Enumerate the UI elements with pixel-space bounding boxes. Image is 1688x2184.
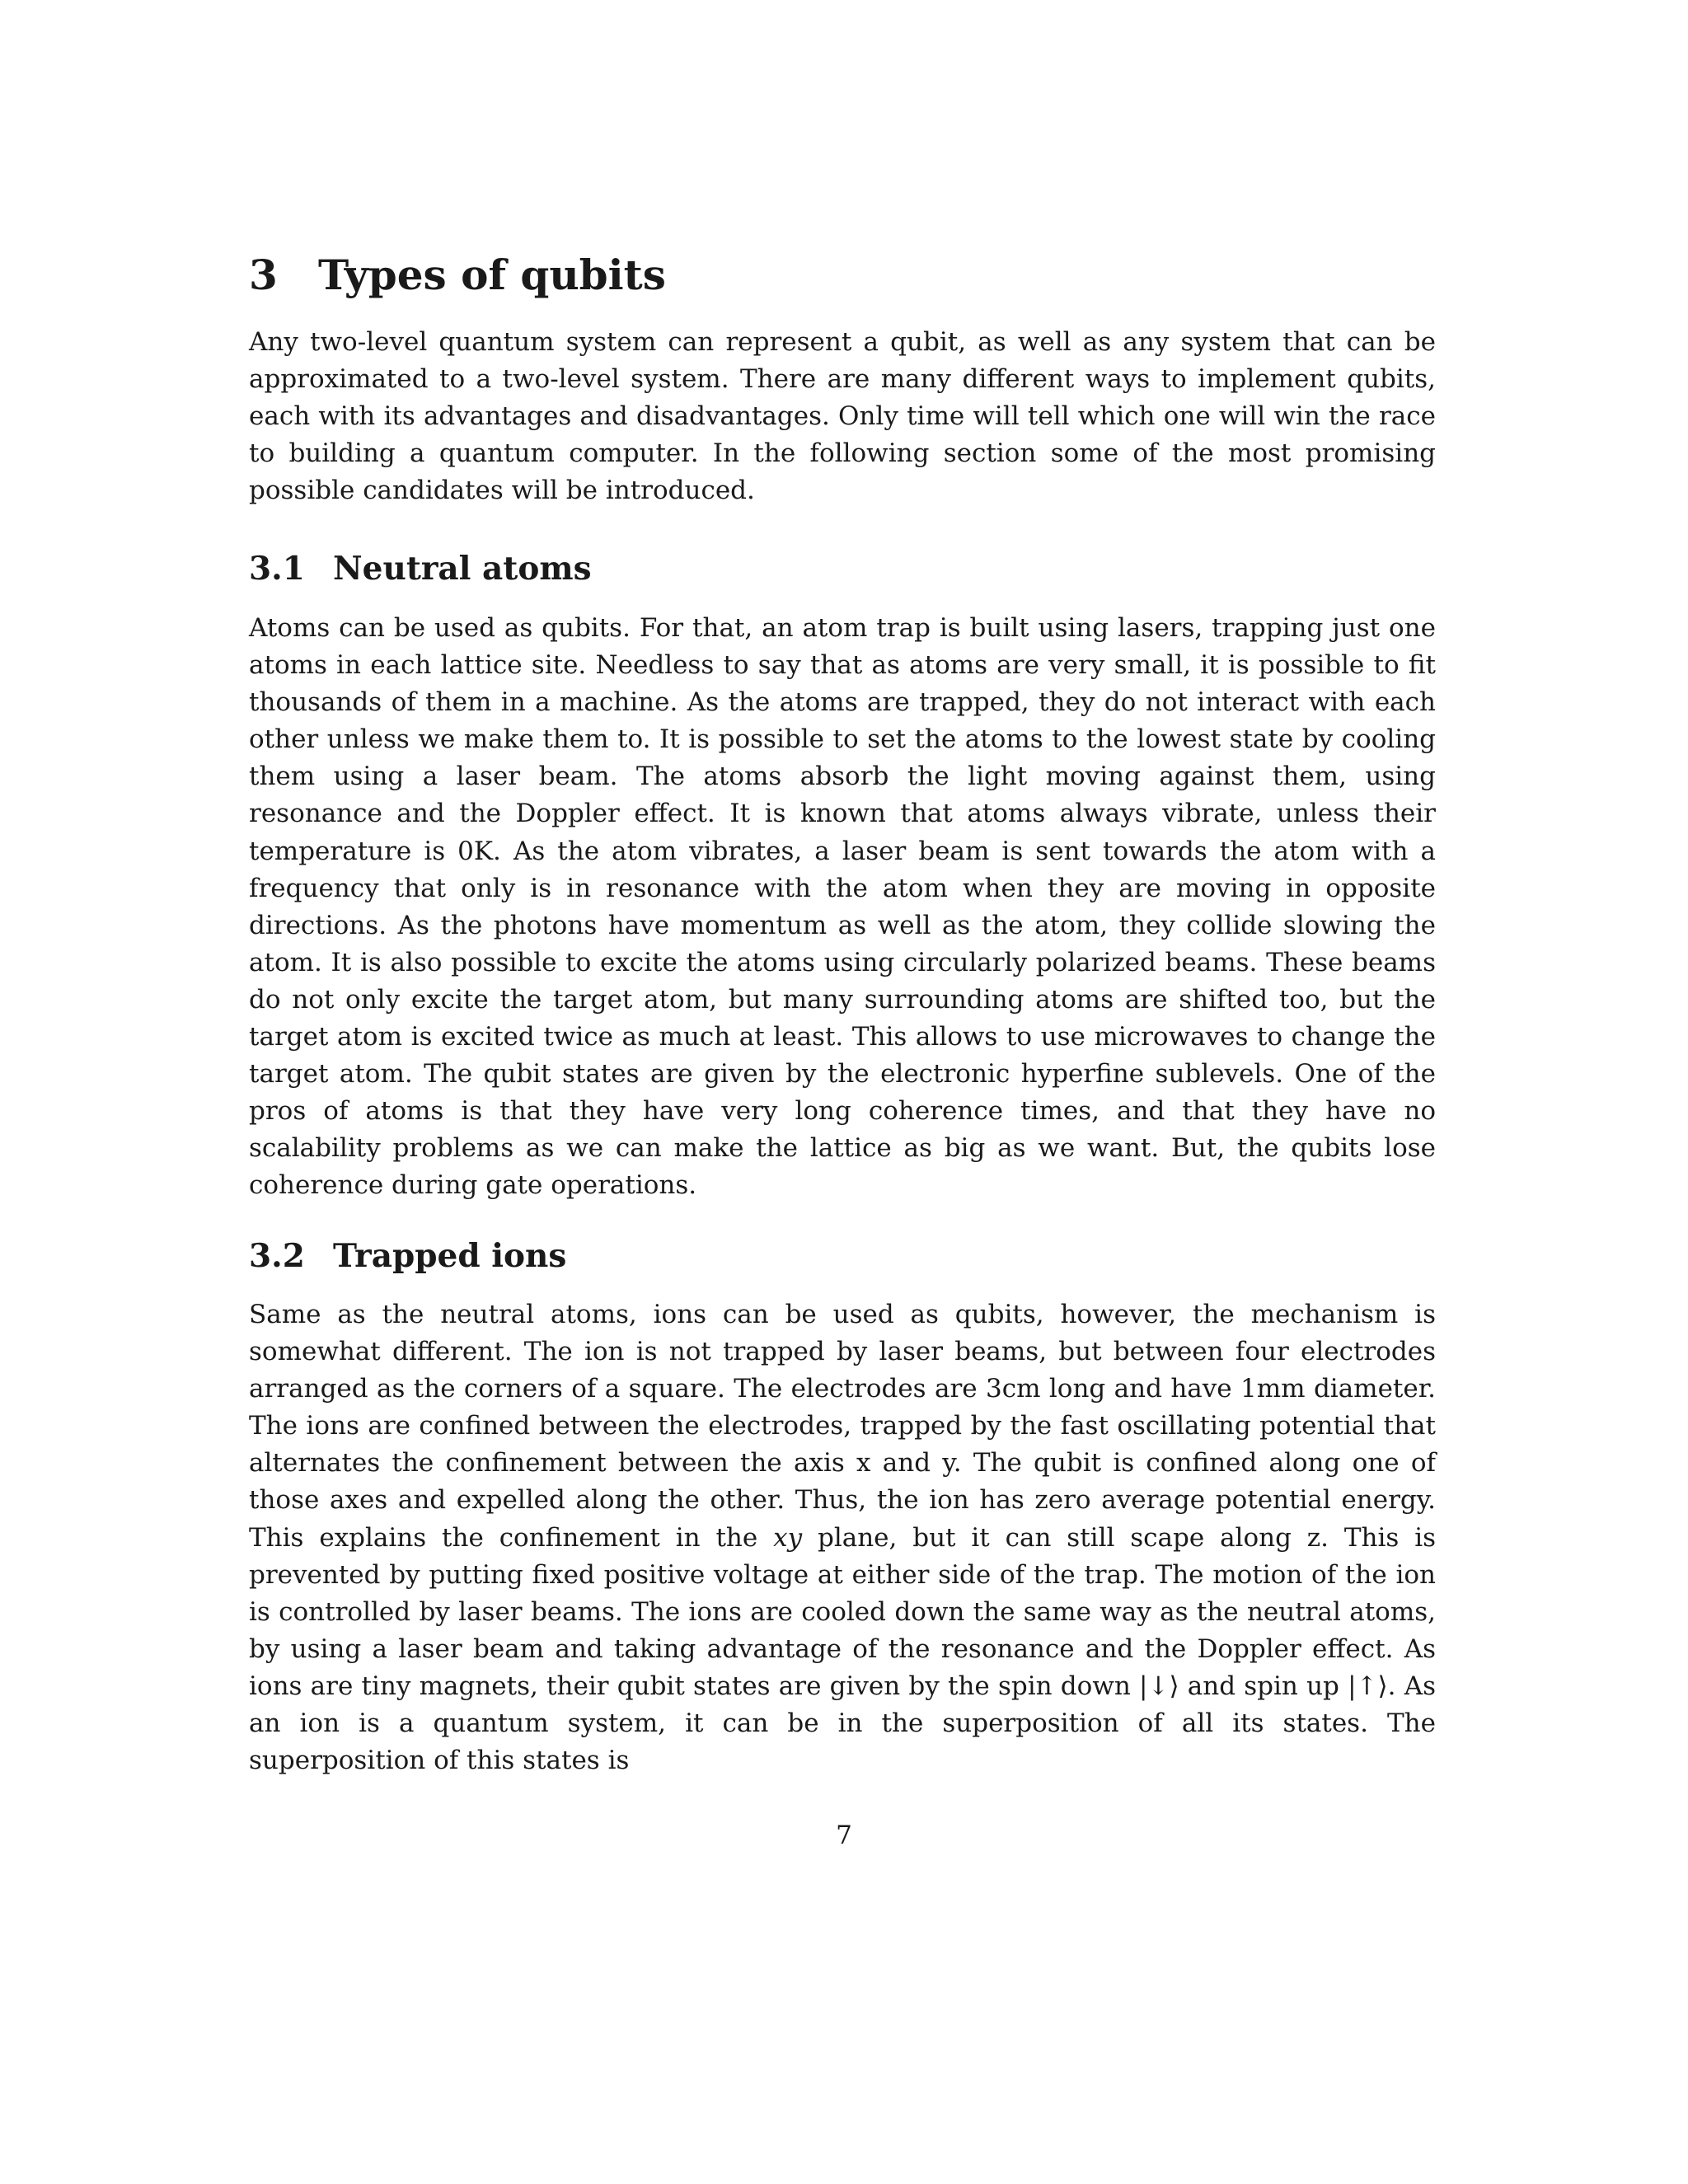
subsection-heading-neutral-atoms [249, 549, 592, 588]
section-intro-paragraph: Any two-level quantum system can represent a qubit, as well as any system that can be approximated to a two-level system. There are many different ways to implement qubits, each with its advantages and disadvantages. Only time will tell which one will win the race to building a quantum computer. In the following section some of the most promising possible candidates will be introduced. [249, 327, 1436, 506]
subsection-number: 3.2 [249, 1237, 305, 1275]
math-xy: xy [773, 1522, 803, 1553]
subsection-title: Neutral atoms [333, 550, 592, 588]
section-heading [249, 250, 666, 301]
page-number: 7 [836, 1821, 852, 1850]
neutral-atoms-paragraph: Atoms can be used as qubits. For that, an atom trap is built using lasers, trapping just one atoms in each lattice site. Needless to say that as atoms are very small, it is possible to fit thousands of them in a machine. As the atoms are trapped, they do not interact with each other unless we make them to. It is possible to set the atoms to the lowest state by cooling them using a laser beam. The atoms absorb the light moving against them, using resonance and the Doppler effect. It is known that atoms always vibrate, unless their temperature is 0K. As the atom vibrates, a laser beam is sent towards the atom with a frequency that only is in resonance with the atom when they are moving in opposite directions. As the photons have momentum as well as the atom, they collide slowing the atom. It is also possible to excite the atoms using circularly polarized beams. These beams do not only excite the target atom, but many surrounding atoms are shifted too, but the target atom is excited twice as much at least. This allows to use microwaves to change the target atom. The qubit states are given by the electronic hyperfine sublevels. One of the pros of atoms is that they have very long coherence times, and that they have no scalability problems as we can make the lattice as big as we want. But, the qubits lose coherence during gate operations. [249, 613, 1436, 1201]
subsection-heading-trapped-ions [249, 1236, 566, 1276]
section-title: Types of qubits [318, 251, 666, 299]
trapped-ions-text-part1: Same as the neutral atoms, ions can be used as qubits, however, the mechanism is somewhat different. The ion is not trapped by laser beams, but between four electrodes arranged as the corners of a square. The electrodes are 3cm long and have 1mm diameter. The ions are confined between the electrodes, trapped by the fast oscillating potential that alternates the confinement between the axis x and y. The qubit is confined along one of those axes and expelled along the other. Thus, the ion has zero average potential energy. This explains the confinement in the [249, 1300, 1436, 1553]
trapped-ions-text-part2: plane, but it can still scape along z. This is prevented by putting fixed positive voltage at either side of the trap. The motion of the ion is controlled by laser beams. The ions are cooled down the same way as the neutral atoms, by using a laser beam and taking advantage of the resonance and the Doppler effect. As ions are tiny magnets, their qubit states are given by the spin down |↓⟩ and spin up |↑⟩. As an ion is a quantum system, it can be in the superposition of all its states. The superposition of this states is [249, 1522, 1437, 1776]
subsection-number: 3.1 [249, 550, 305, 588]
section-number: 3 [249, 251, 278, 299]
subsection-title: Trapped ions [333, 1237, 567, 1275]
trapped-ions-paragraph [249, 1296, 1436, 1779]
paper-page [249, 0, 1439, 2184]
